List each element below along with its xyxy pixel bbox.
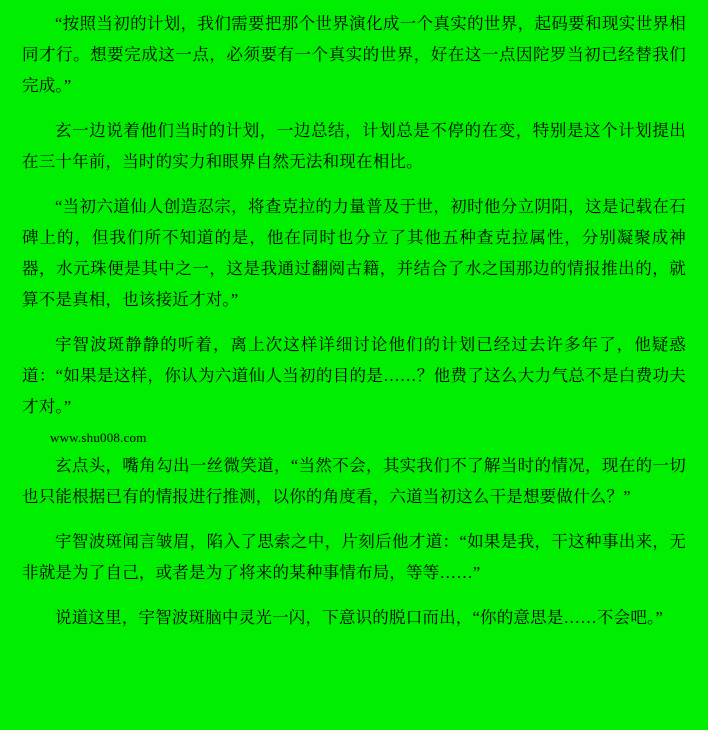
paragraph-7: 说道这里，宇智波斑脑中灵光一闪，下意识的脱口而出，“你的意思是……不会吧。”: [55, 608, 663, 627]
paragraph-6: 宇智波斑闻言皱眉，陷入了思索之中，片刻后他才道：“如果是我，干这种事出来，无非就是为了自己，或者是为了将来的某种事情布局，等等……”: [22, 532, 686, 582]
paragraph-5: 玄点头，嘴角勾出一丝微笑道，“当然不会，其实我们不了解当时的情况，现在的一切也只能根据已有的情报进行推测，以你的角度看，六道当初这么干是想要做什么？”: [22, 456, 686, 506]
paragraph-3: “当初六道仙人创造忍宗，将查克拉的力量普及于世，初时他分立阴阳，这是记载在石碑上的，但我们所不知道的是，他在同时也分立了其他五种查克拉属性，分别凝聚成神器，水元珠便是其中之一，这是我通过翻阅古籍，并结合了水之国那边的情报推出的，就算不是真相，也该接近才对。”: [22, 197, 686, 309]
paragraph-4: 宇智波斑静静的听着，离上次这样详细讨论他们的计划已经过去许多年了，他疑惑道：“如果是这样，你认为六道仙人当初的目的是……？他费了这么大力气总不是白费功夫才对。”: [22, 335, 686, 416]
paragraph-2: 玄一边说着他们当时的计划，一边总结，计划总是不停的在变，特别是这个计划提出在三十年前，当时的实力和眼界自然无法和现在相比。: [22, 121, 686, 171]
site-watermark: www.shu008.com: [50, 430, 147, 445]
paragraph-1: “按照当初的计划，我们需要把那个世界演化成一个真实的世界，起码要和现实世界相同才行。想要完成这一点，必须要有一个真实的世界，好在这一点因陀罗当初已经替我们完成。”: [22, 14, 686, 95]
